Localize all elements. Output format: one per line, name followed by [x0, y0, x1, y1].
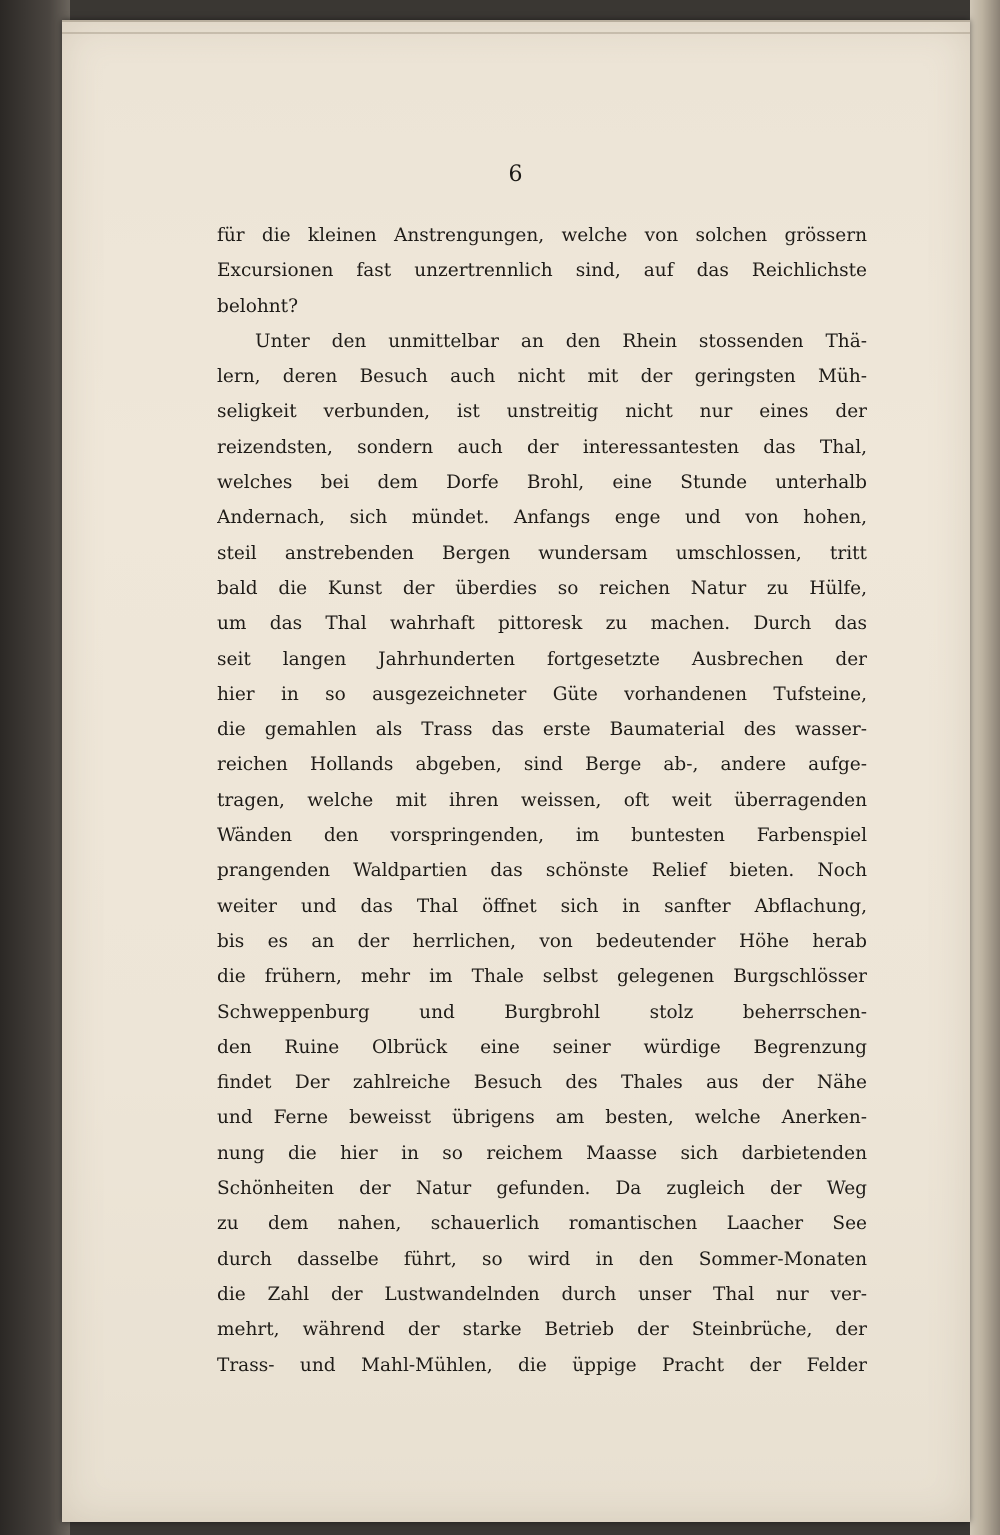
- text-line: Unter den unmittelbar an den Rhein stossenden Thä-: [255, 330, 867, 352]
- scan-background-right: [970, 0, 1000, 1535]
- text-line: den Ruine Olbrück eine seiner würdige Begrenzung: [217, 1036, 867, 1058]
- text-line: findet Der zahlreiche Besuch des Thales aus der Nähe: [217, 1072, 867, 1094]
- text-line: belohnt?: [217, 295, 299, 317]
- text-line: Wänden den vorspringenden, im buntesten Farbenspiel: [217, 825, 867, 847]
- page-number: 6: [508, 162, 524, 187]
- text-line: durch dasselbe führt, so wird in den Sommer-Monaten: [217, 1248, 867, 1270]
- text-line: die gemahlen als Trass das erste Baumaterial des wasser-: [217, 719, 867, 741]
- text-line: reizendsten, sondern auch der interessantesten das Thal,: [217, 436, 867, 458]
- text-line: weiter und das Thal öffnet sich in sanfter Abflachung,: [217, 895, 867, 917]
- text-line: Trass- und Mahl-Mühlen, die üppige Pracht der Felder: [217, 1354, 867, 1376]
- text-line: und Ferne beweisst übrigens am besten, welche Anerken-: [217, 1107, 867, 1129]
- text-line: reichen Hollands abgeben, sind Berge ab-, andere aufge-: [217, 754, 867, 776]
- text-line: bis es an der herrlichen, von bedeutender Höhe herab: [217, 930, 867, 952]
- text-line: Excursionen fast unzertrennlich sind, auf das Reichlichste: [217, 260, 867, 282]
- text-line: für die kleinen Anstrengungen, welche von solchen grössern: [217, 225, 867, 246]
- text-line: Schweppenburg und Burgbrohl stolz beherrschen-: [217, 1001, 867, 1023]
- text-line: Schönheiten der Natur gefunden. Da zugleich der Weg: [217, 1178, 867, 1200]
- text-line: seligkeit verbunden, ist unstreitig nicht nur eines der: [217, 401, 867, 423]
- text-line: bald die Kunst der überdies so reichen Natur zu Hülfe,: [217, 577, 867, 599]
- text-line: zu dem nahen, schauerlich romantischen Laacher See: [217, 1213, 867, 1235]
- text-line: hier in so ausgezeichneter Güte vorhandenen Tufsteine,: [217, 683, 867, 705]
- text-line: seit langen Jahrhunderten fortgesetzte Ausbrechen der: [217, 648, 867, 670]
- page-top-rule: [62, 32, 970, 34]
- text-line: tragen, welche mit ihren weissen, oft weit überragenden: [217, 789, 867, 811]
- text-line: Andernach, sich mündet. Anfangs enge und von hohen,: [217, 507, 867, 529]
- text-line: steil anstrebenden Bergen wundersam umschlossen, tritt: [217, 542, 867, 564]
- scan-background-left: [0, 0, 70, 1535]
- body-text: [217, 218, 867, 1383]
- text-line: nung die hier in so reichem Maasse sich darbietenden: [217, 1142, 867, 1164]
- text-line: welches bei dem Dorfe Brohl, eine Stunde unterhalb: [217, 472, 867, 494]
- text-line: mehrt, während der starke Betrieb der Steinbrüche, der: [217, 1319, 867, 1341]
- text-line: um das Thal wahrhaft pittoresk zu machen. Durch das: [217, 613, 867, 635]
- text-line: prangenden Waldpartien das schönste Relief bieten. Noch: [217, 860, 867, 882]
- text-line: lern, deren Besuch auch nicht mit der geringsten Müh-: [217, 366, 867, 388]
- book-page: [62, 20, 970, 1522]
- text-line: die frühern, mehr im Thale selbst gelegenen Burgschlösser: [217, 966, 867, 988]
- text-line: die Zahl der Lustwandelnden durch unser Thal nur ver-: [217, 1283, 867, 1305]
